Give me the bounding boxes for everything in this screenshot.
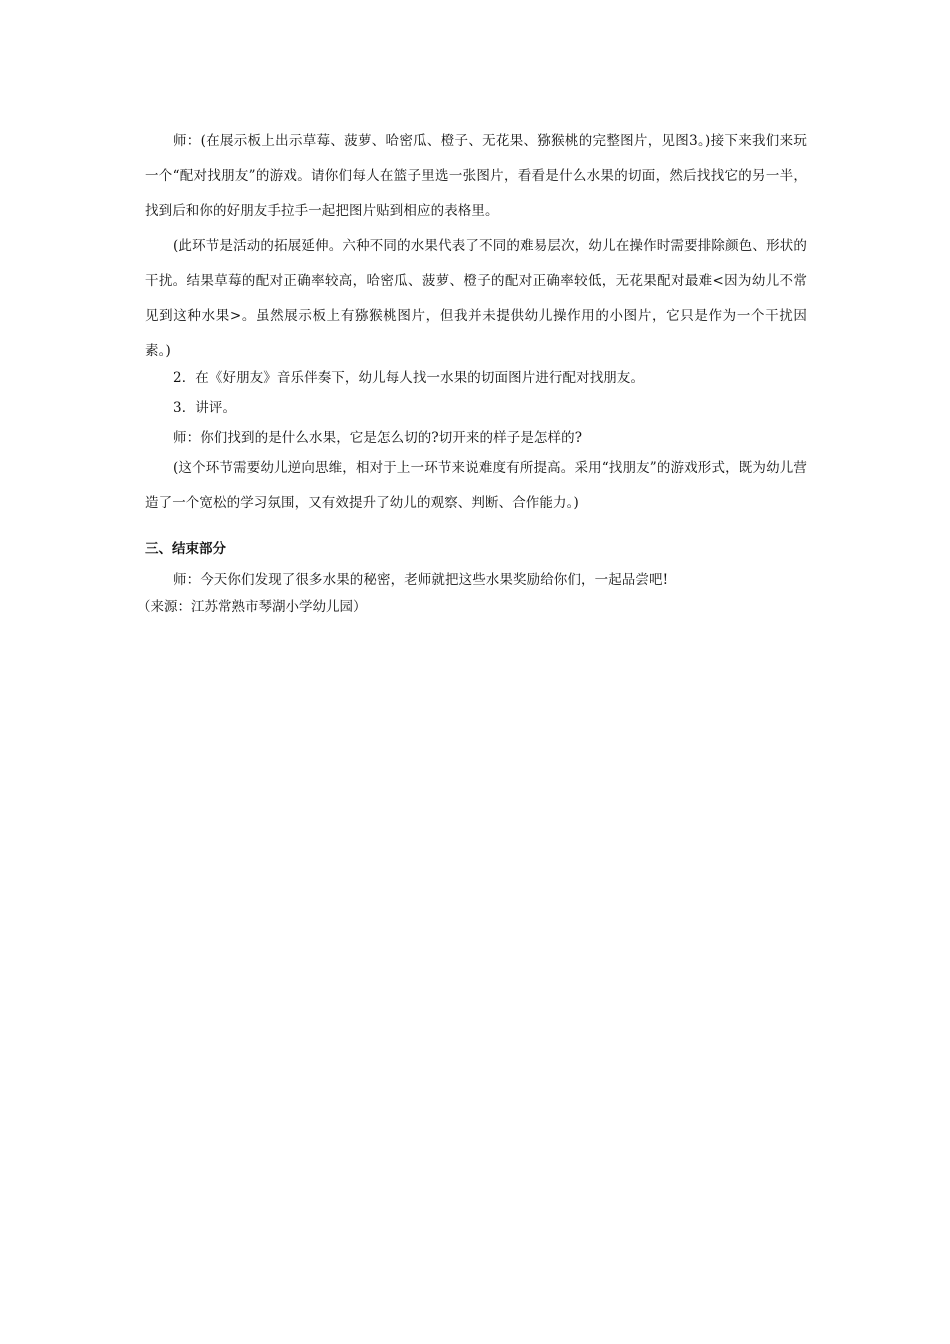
- paragraph-game-intro: 师：(在展示板上出示草莓、菠萝、哈密瓜、橙子、无花果、猕猴桃的完整图片，见图3。)接下来我们来玩一个“配对找朋友”的游戏。请你们每人在篮子里选一张图片，看看是什么水果的切面，然后找找它的另一半，找到后和你的好朋友手拉手一起把图片贴到相应的表格里。: [145, 133, 807, 219]
- paragraph-step-3: 3．讲评。: [173, 400, 237, 416]
- section-gap: [145, 521, 807, 537]
- paragraph-closing: 师：今天你们发现了很多水果的秘密，老师就把这些水果奖励给你们，一起品尝吧!: [173, 572, 669, 588]
- paragraph-extension-note: (此环节是活动的拓展延伸。六种不同的水果代表了不同的难易层次，幼儿在操作时需要排除颜色、形状的干扰。结果草莓的配对正确率较高，哈密瓜、菠萝、橙子的配对正确率较低，无花果配对最难<因为幼儿不常见到这种水果>。虽然展示板上有猕猴桃图片，但我并未提供幼儿操作用的小图片，它只是作为一个干扰因素。): [145, 238, 807, 359]
- section-heading-ending: 三、结束部分: [145, 541, 226, 557]
- paragraph-teacher-question: 师：你们找到的是什么水果，它是怎么切的?切开来的样子是怎样的?: [173, 430, 583, 446]
- source-note: （来源：江苏常熟市琴湖小学幼儿园）: [137, 599, 367, 615]
- paragraph-reverse-thinking-note: (这个环节需要幼儿逆向思维，相对于上一环节来说难度有所提高。采用“找朋友”的游戏形式，既为幼儿营造了一个宽松的学习氛围，又有效提升了幼儿的观察、判断、合作能力。): [145, 460, 807, 511]
- document-body: [137, 124, 807, 619]
- paragraph-step-2: 2．在《好朋友》音乐伴奏下，幼儿每人找一水果的切面图片进行配对找朋友。: [173, 370, 645, 386]
